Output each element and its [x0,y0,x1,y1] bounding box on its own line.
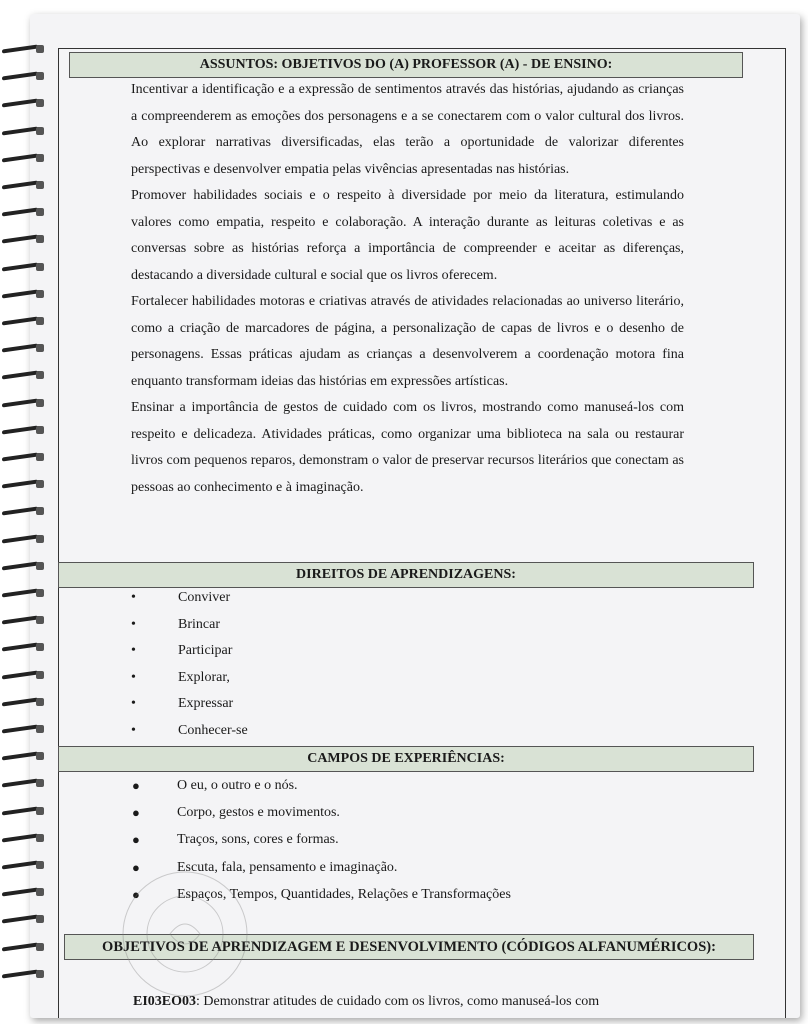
spiral-binding [0,30,48,1000]
objetivo-text: : Demonstrar atitudes de cuidado com os livros, como manuseá-los com [196,994,600,1009]
spiral-ring [2,452,46,462]
spiral-ring [2,262,46,272]
spiral-ring [2,969,46,979]
spiral-ring [2,234,46,244]
paragraph-4: Ensinar a importância de gestos de cuidado com os livros, mostrando como manuseá-los com respeito e delicadeza. Atividades práticas, como organizar uma biblioteca na sala ou restaurar livros com pequenos reparos, demonstram o valor de preservar recursos literários que conectam as pessoas ao conhecimento e à imaginação. [131,400,684,495]
spiral-ring [2,425,46,435]
spiral-ring [2,887,46,897]
paragraph-3: Fortalecer habilidades motoras e criativas através de atividades relacionadas ao universo literário, como a criação de marcadores de página, a personalização de capas de livros e o desenho de personagens. Essas práticas ajudam as crianças a desenvolverem a coordenação motora fina enquanto transformam ideias das histórias em expressões artísticas. [131,294,684,389]
spiral-ring [2,207,46,217]
spiral-ring [2,534,46,544]
spiral-ring [2,398,46,408]
spiral-ring [2,153,46,163]
spiral-ring [2,914,46,924]
spiral-ring [2,806,46,816]
spiral-ring [2,833,46,843]
spiral-ring [2,724,46,734]
spiral-ring [2,697,46,707]
header-direitos-text: DIREITOS DE APRENDIZAGENS: [296,567,516,582]
spiral-ring [2,670,46,680]
spiral-ring [2,343,46,353]
spiral-ring [2,778,46,788]
spiral-ring [2,316,46,326]
spiral-ring [2,370,46,380]
spiral-ring [2,126,46,136]
spiral-ring [2,71,46,81]
spiral-ring [2,751,46,761]
spiral-ring [2,561,46,571]
spiral-ring [2,506,46,516]
header-direitos [58,562,754,588]
spiral-ring [2,98,46,108]
header-objetivos-aprendizagem-text: OBJETIVOS DE APRENDIZAGEM E DESENVOLVIMENTO (CÓDIGOS ALFANUMÉRICOS): [102,939,716,955]
spiral-ring [2,860,46,870]
spiral-ring [2,588,46,598]
header-objetivos-professor [69,52,743,78]
header-campos [58,746,754,772]
spiral-ring [2,479,46,489]
paragraph-1: Incentivar a identificação e a expressão de sentimentos através das histórias, ajudando as crianças a compreenderem as emoções dos personagens e a se conectarem com o valor cultural dos livros. Ao explorar narrativas diversificadas, elas terão a oportunidade de valorizar diferentes perspectivas e desenvolver empatia pelas vivências apresentadas nas histórias. [131,82,684,177]
objetivo-code: EI03EO03 [133,994,197,1009]
watermark-seal [100,864,270,1014]
spiral-ring [2,44,46,54]
spiral-ring [2,642,46,652]
header-campos-text: CAMPOS DE EXPERIÊNCIAS: [307,751,505,766]
paragraph-2: Promover habilidades sociais e o respeito à diversidade por meio da literatura, estimulando valores como empatia, respeito e colaboração. A interação durante as leituras coletivas e as conversas sobre as histórias reforça a importância de compreender e aceitar as diferenças, destacando a diversidade cultural e social que os livros oferecem. [131,188,684,283]
spiral-ring [2,942,46,952]
notebook-page: ASSUNTOS: OBJETIVOS DO (A) PROFESSOR (A) - DE ENSINO: Incentivar a identificação e a expressão de sentimentos através das histórias, ajudando as crianças a compreenderem as emoções dos personagens e a se conectarem com o valor cultural dos livros. Ao explorar narrativas diversificadas, elas terão a oportunidade de valorizar diferentes perspectivas e desenvolver empatia pelas vivências apresentadas nas histórias. Promover habilidades sociais e o respeito à diversidade por meio da literatura, estimulando valores como empatia, respeito e colaboração. A interação durante as leituras coletivas e as conversas sobre as histórias reforça a importância de compreender e aceitar as diferenças, destacando a diversidade cultural e social que os livros oferecem. Fortalecer habilidades motoras e criativas através de atividades relacionadas ao universo literário, como a criação de marcadores de página, a personalização de capas de livros e o desenho de personagens. Essas práticas ajudam as crianças a desenvolverem a coordenação motora fina enquanto transformam ideias das histórias em expressões artísticas. Ensinar a importância de gestos de cuidado com os livros, mostrando como manuseá-los com respeito e delicadeza. Atividades práticas, como organizar uma biblioteca na sala ou restaurar livros com pequenos reparos, demonstram o valor de preservar recursos literários que conectam as pessoas ao conhecimento e à imaginação. DIREITOS DE APRENDIZAGENS: • Conviver • Brincar • Participar • Explorar, • Expressar • Conhecer-se CAMPOS DE EXPERIÊNCIAS: ● O eu, o outro e o nós. ● Corpo, gestos e movimentos. ● Traços, sons, cores e formas. ● Escuta, fala, pensamento e imaginação. ● Espaços, Tempos, Quantidades, Relações e Transformações OBJETIVOS DE APRENDIZAGEM E DESENVOLVIMENTO (CÓDIGOS ALFANUMÉRICOS): EI03EO03: Demonstrar atitudes de cuidado com os livros, como manuseá-los com [30,14,800,1018]
spiral-ring [2,289,46,299]
spiral-ring [2,180,46,190]
header-objetivos-professor-text: ASSUNTOS: OBJETIVOS DO (A) PROFESSOR (A) - DE ENSINO: [199,57,613,72]
objetivos-professor-paragraphs [131,77,684,501]
spiral-ring [2,615,46,625]
